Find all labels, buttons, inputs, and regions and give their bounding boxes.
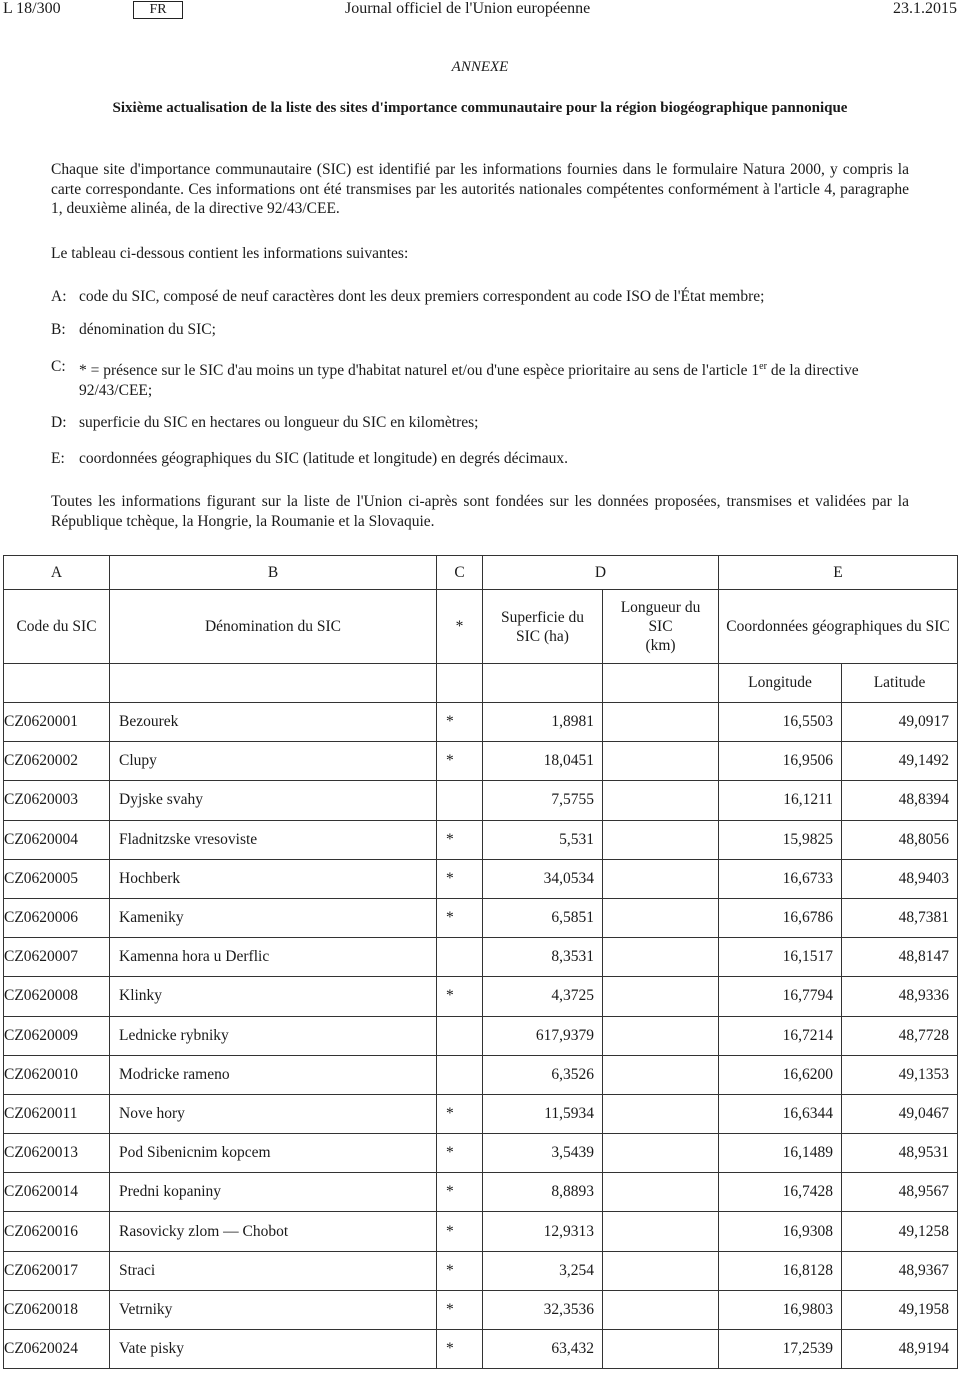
cell-longitude: 16,9308 <box>719 1212 842 1251</box>
header-coordinates: Coordonnées géographiques du SIC <box>719 590 958 664</box>
cell-length <box>603 1173 719 1212</box>
table-row <box>4 1330 958 1369</box>
cell-length <box>603 859 719 898</box>
item-text: code du SIC, composé de neuf caractères dont les deux premiers correspondent au code ISO de l'État membre; <box>79 288 765 305</box>
letter-e: E <box>719 556 958 590</box>
table-row <box>4 1212 958 1251</box>
cell-latitude: 49,1492 <box>842 742 958 781</box>
cell-latitude: 48,9194 <box>842 1330 958 1369</box>
cell-star: * <box>437 703 483 742</box>
table-row <box>4 1016 958 1055</box>
cell-longitude: 17,2539 <box>719 1330 842 1369</box>
cell-area: 6,3526 <box>483 1055 603 1094</box>
cell-length <box>603 898 719 937</box>
table-row <box>4 1134 958 1173</box>
table-row <box>4 1251 958 1290</box>
table-row <box>4 1094 958 1133</box>
header-star: * <box>437 590 483 664</box>
cell-latitude: 49,0917 <box>842 703 958 742</box>
table-row <box>4 820 958 859</box>
table-row <box>4 703 958 742</box>
cell-area: 11,5934 <box>483 1094 603 1133</box>
cell-area: 5,531 <box>483 820 603 859</box>
sic-table <box>3 555 958 1369</box>
header-latitude: Latitude <box>842 664 958 703</box>
cell-name: Pod Sibenicnim kopcem <box>110 1134 437 1173</box>
cell-latitude: 48,8147 <box>842 938 958 977</box>
cell-length <box>603 1290 719 1329</box>
cell-length <box>603 1212 719 1251</box>
page-reference: L 18/300 <box>3 0 61 17</box>
item-key: E: <box>51 450 65 467</box>
table-row <box>4 938 958 977</box>
cell-length <box>603 703 719 742</box>
cell-name: Kameniky <box>110 898 437 937</box>
cell-latitude: 48,8056 <box>842 820 958 859</box>
cell-star: * <box>437 859 483 898</box>
column-letter-row <box>4 556 958 590</box>
cell-name: Rasovicky zlom — Chobot <box>110 1212 437 1251</box>
cell-star <box>437 1055 483 1094</box>
cell-star: * <box>437 1290 483 1329</box>
item-key: A: <box>51 288 67 305</box>
cell-longitude: 16,9803 <box>719 1290 842 1329</box>
cell-code: CZ0620014 <box>4 1173 110 1212</box>
item-text: superficie du SIC en hectares ou longueur du SIC en kilomètres; <box>79 414 479 431</box>
item-text: * = présence sur le SIC d'au moins un type d'habitat naturel et/ou d'une espèce prioritaire au sens de l'article 1er de la directive 92/43/CEE; <box>79 361 859 399</box>
cell-name: Lednicke rybniky <box>110 1016 437 1055</box>
item-text: dénomination du SIC; <box>79 321 216 338</box>
cell-latitude: 48,7381 <box>842 898 958 937</box>
cell-star: * <box>437 742 483 781</box>
cell-star: * <box>437 1212 483 1251</box>
letter-d: D <box>483 556 719 590</box>
cell-code: CZ0620006 <box>4 898 110 937</box>
cell-length <box>603 820 719 859</box>
cell-longitude: 16,6200 <box>719 1055 842 1094</box>
cell-latitude: 49,1353 <box>842 1055 958 1094</box>
publication-date: 23.1.2015 <box>893 0 957 17</box>
cell-area: 8,8893 <box>483 1173 603 1212</box>
cell-length <box>603 1094 719 1133</box>
coordinate-subheader-row <box>4 664 958 703</box>
cell-longitude: 16,6344 <box>719 1094 842 1133</box>
item-key: D: <box>51 414 67 431</box>
cell-area: 34,0534 <box>483 859 603 898</box>
table-row <box>4 742 958 781</box>
cell-longitude: 16,7794 <box>719 977 842 1016</box>
cell-longitude: 15,9825 <box>719 820 842 859</box>
cell-latitude: 48,9567 <box>842 1173 958 1212</box>
cell-name: Bezourek <box>110 703 437 742</box>
cell-length <box>603 1134 719 1173</box>
cell-star: * <box>437 1251 483 1290</box>
cell-name: Vetrniky <box>110 1290 437 1329</box>
cell-length <box>603 1251 719 1290</box>
cell-longitude: 16,6733 <box>719 859 842 898</box>
cell-name: Predni kopaniny <box>110 1173 437 1212</box>
sic-table-body <box>4 703 958 1369</box>
cell-name: Nove hory <box>110 1094 437 1133</box>
table-row <box>4 977 958 1016</box>
cell-latitude: 48,7728 <box>842 1016 958 1055</box>
cell-star: * <box>437 1094 483 1133</box>
cell-code: CZ0620007 <box>4 938 110 977</box>
cell-area: 3,254 <box>483 1251 603 1290</box>
cell-code: CZ0620011 <box>4 1094 110 1133</box>
cell-longitude: 16,7214 <box>719 1016 842 1055</box>
table-row <box>4 898 958 937</box>
table-row <box>4 1290 958 1329</box>
cell-code: CZ0620002 <box>4 742 110 781</box>
cell-latitude: 48,9531 <box>842 1134 958 1173</box>
cell-code: CZ0620005 <box>4 859 110 898</box>
cell-star: * <box>437 1134 483 1173</box>
cell-longitude: 16,1489 <box>719 1134 842 1173</box>
intro-paragraph: Chaque site d'importance communautaire (SIC) est identifié par les informations fournies dans le formulaire Natura 2000, y compris la carte correspondante. Ces informations ont été transmises par les autorités nationales compétentes conformément à l'article 4, paragraphe 1, deuxième alinéa, de la directive 92/43/CEE. <box>51 161 909 217</box>
cell-name: Straci <box>110 1251 437 1290</box>
cell-length <box>603 742 719 781</box>
cell-length <box>603 977 719 1016</box>
cell-code: CZ0620009 <box>4 1016 110 1055</box>
cell-area: 4,3725 <box>483 977 603 1016</box>
cell-latitude: 48,9403 <box>842 859 958 898</box>
cell-code: CZ0620001 <box>4 703 110 742</box>
journal-title: Journal officiel de l'Union européenne <box>345 0 591 17</box>
table-row <box>4 1055 958 1094</box>
cell-latitude: 48,9336 <box>842 977 958 1016</box>
cell-star <box>437 781 483 820</box>
cell-latitude: 48,8394 <box>842 781 958 820</box>
cell-name: Vate pisky <box>110 1330 437 1369</box>
cell-area: 18,0451 <box>483 742 603 781</box>
cell-longitude: 16,9506 <box>719 742 842 781</box>
cell-area: 3,5439 <box>483 1134 603 1173</box>
page-header <box>0 0 960 22</box>
cell-area: 63,432 <box>483 1330 603 1369</box>
cell-code: CZ0620016 <box>4 1212 110 1251</box>
letter-b: B <box>110 556 437 590</box>
cell-area: 12,9313 <box>483 1212 603 1251</box>
cell-name: Clupy <box>110 742 437 781</box>
header-name: Dénomination du SIC <box>110 590 437 664</box>
cell-code: CZ0620018 <box>4 1290 110 1329</box>
cell-length <box>603 1330 719 1369</box>
cell-latitude: 49,1258 <box>842 1212 958 1251</box>
cell-star: * <box>437 1330 483 1369</box>
column-header-row <box>4 590 958 664</box>
cell-name: Hochberk <box>110 859 437 898</box>
cell-code: CZ0620003 <box>4 781 110 820</box>
header-code: Code du SIC <box>4 590 110 664</box>
item-key: B: <box>51 321 66 338</box>
item-key: C: <box>51 358 66 375</box>
letter-c: C <box>437 556 483 590</box>
cell-star: * <box>437 1173 483 1212</box>
cell-name: Modricke rameno <box>110 1055 437 1094</box>
cell-length <box>603 1016 719 1055</box>
cell-star: * <box>437 820 483 859</box>
cell-longitude: 16,5503 <box>719 703 842 742</box>
cell-longitude: 16,8128 <box>719 1251 842 1290</box>
document-title: Sixième actualisation de la liste des sites d'importance communautaire pour la région biogéographique pannonique <box>112 100 848 116</box>
cell-longitude: 16,6786 <box>719 898 842 937</box>
cell-code: CZ0620024 <box>4 1330 110 1369</box>
header-longitude: Longitude <box>719 664 842 703</box>
cell-area: 6,5851 <box>483 898 603 937</box>
cell-name: Kamenna hora u Derflic <box>110 938 437 977</box>
cell-star <box>437 938 483 977</box>
list-intro: Le tableau ci-dessous contient les informations suivantes: <box>51 245 409 262</box>
cell-area: 32,3536 <box>483 1290 603 1329</box>
cell-code: CZ0620013 <box>4 1134 110 1173</box>
cell-longitude: 16,1211 <box>719 781 842 820</box>
cell-code: CZ0620017 <box>4 1251 110 1290</box>
closing-paragraph: Toutes les informations figurant sur la liste de l'Union ci-après sont fondées sur les données proposées, transmises et validées par la République tchèque, la Hongrie, la Roumanie et la Slovaquie. <box>51 493 909 530</box>
cell-latitude: 49,1958 <box>842 1290 958 1329</box>
cell-star: * <box>437 977 483 1016</box>
cell-length <box>603 1055 719 1094</box>
cell-area: 1,8981 <box>483 703 603 742</box>
letter-a: A <box>4 556 110 590</box>
cell-area: 8,3531 <box>483 938 603 977</box>
cell-code: CZ0620004 <box>4 820 110 859</box>
cell-longitude: 16,1517 <box>719 938 842 977</box>
header-area: Superficie du SIC (ha) <box>483 590 603 664</box>
cell-name: Fladnitzske vresoviste <box>110 820 437 859</box>
cell-star: * <box>437 898 483 937</box>
table-row <box>4 1173 958 1212</box>
cell-area: 7,5755 <box>483 781 603 820</box>
cell-latitude: 48,9367 <box>842 1251 958 1290</box>
cell-longitude: 16,7428 <box>719 1173 842 1212</box>
annexe-heading: ANNEXE <box>451 59 509 75</box>
cell-name: Dyjske svahy <box>110 781 437 820</box>
cell-length <box>603 938 719 977</box>
cell-code: CZ0620008 <box>4 977 110 1016</box>
item-text: coordonnées géographiques du SIC (latitude et longitude) en degrés décimaux. <box>79 450 568 467</box>
cell-name: Klinky <box>110 977 437 1016</box>
cell-length <box>603 781 719 820</box>
cell-area: 617,9379 <box>483 1016 603 1055</box>
language-badge: FR <box>133 1 183 19</box>
cell-star <box>437 1016 483 1055</box>
table-row <box>4 781 958 820</box>
cell-latitude: 49,0467 <box>842 1094 958 1133</box>
table-row <box>4 859 958 898</box>
header-length: Longueur du SIC (km) <box>603 590 719 664</box>
cell-code: CZ0620010 <box>4 1055 110 1094</box>
